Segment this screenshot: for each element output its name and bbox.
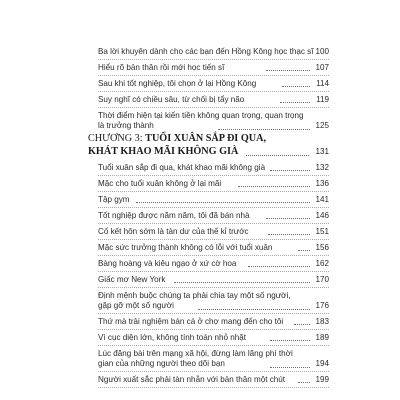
toc-entry [98, 63, 329, 73]
toc-entry-title: Lúc đăng bài trên mạng xã hội, đừng làm lãng phí thời gian của những người theo dõi bạn [98, 349, 293, 369]
toc-entry-page: 119 [316, 95, 329, 104]
toc-entry-page: 136 [315, 179, 329, 188]
toc-entry [98, 291, 329, 312]
row-divider [98, 387, 329, 388]
toc-entry-title: Ba lời khuyên dành cho các bạn đến Hồng Kông học thạc sĩ [98, 47, 314, 56]
toc-entry [98, 333, 329, 343]
leader-dots [246, 155, 309, 156]
toc-entry-title: Tuổi xuân sắp đi qua, khát khao mãi không già [98, 163, 266, 172]
row-divider [98, 175, 329, 176]
toc-entry-title: Người xuất sắc phải tàn nhẫn với bản thân một chút [98, 375, 286, 384]
row-divider [98, 107, 329, 108]
row-divider [98, 191, 329, 192]
toc-entry-title: Giấc mơ New York [98, 275, 166, 284]
toc-entry-page: 146 [315, 211, 329, 220]
toc-entry-page: 189 [315, 333, 329, 342]
toc-entry-page: 141 [315, 195, 329, 204]
row-divider [98, 371, 329, 372]
toc-entry-title: Cố kết hôn sớm là tàn dư của thế kỉ trước [98, 227, 249, 236]
toc-entry-title: Vì cục diện lớn, không tính toán nhỏ nhặt [98, 333, 246, 342]
row-divider [98, 223, 329, 224]
row-divider [98, 313, 329, 314]
row-divider [98, 59, 329, 60]
leader-dots [174, 282, 310, 283]
toc-entry-page: 194 [315, 359, 329, 369]
toc-entry-page: 156 [315, 243, 329, 252]
leader-dots [270, 340, 310, 341]
toc-entry [98, 95, 329, 105]
leader-dots [298, 250, 310, 251]
leader-dots [218, 129, 310, 130]
toc-entry [98, 47, 329, 57]
toc-entry [98, 317, 329, 327]
chapter-heading [88, 133, 331, 158]
chapter-number: CHƯƠNG 3: [88, 133, 143, 144]
row-divider [98, 345, 329, 346]
toc-entry-title: Suy nghĩ có chiều sâu, từ chối bị tẩy não [98, 95, 245, 104]
chapter-page: 131 [315, 146, 329, 156]
toc-entry-title: Tốt nghiệp được năm năm, tôi đã bán nhà [98, 211, 250, 220]
row-divider [98, 91, 329, 92]
toc-entry-title: Mặc sức trưởng thành không có lỗi với tuổi xuân [98, 243, 273, 252]
toc-entry [98, 243, 329, 253]
toc-entry-page: 114 [316, 79, 329, 88]
toc-entry-title: Sau khi tốt nghiệp, tôi chọn ở lại Hồng Kông [98, 79, 257, 88]
chapter-title-line1 [88, 133, 331, 146]
toc-entry-page: 151 [315, 227, 329, 236]
toc-entry-title: Tập gym [98, 195, 130, 204]
row-divider [98, 329, 329, 330]
chapter-title-line2: KHÁT KHAO MÃI KHÔNG GIÀ [88, 145, 239, 157]
leader-dots [266, 218, 310, 219]
toc-entry [98, 275, 329, 285]
toc-entry-page: 183 [315, 317, 329, 326]
toc-entry-page: 100 [315, 47, 329, 56]
toc-entry [98, 375, 329, 385]
toc-entry [98, 259, 329, 269]
toc-entry [98, 179, 329, 189]
toc-entry-title: Bàng hoàng và kiêu ngạo ở xứ cờ hoa [98, 259, 237, 268]
leader-dots [248, 266, 310, 267]
row-divider [98, 75, 329, 76]
toc-entry-page: 132 [315, 163, 329, 172]
leader-dots [270, 367, 310, 368]
row-divider [98, 287, 329, 288]
toc-entry-page: 162 [315, 259, 329, 268]
leader-dots [136, 202, 310, 203]
row-divider [98, 239, 329, 240]
leader-dots [270, 170, 310, 171]
toc-entry-title: Định mệnh buộc chúng ta phải chia tay một số người, gặp gỡ một số người [98, 291, 291, 311]
row-divider [98, 271, 329, 272]
toc-entry-page: 199 [315, 375, 329, 384]
toc-entry-page: 125 [315, 121, 329, 131]
toc-entry [98, 163, 329, 173]
leader-dots [268, 234, 310, 235]
toc-entry-page: 107 [315, 63, 329, 72]
leader-dots [298, 382, 310, 383]
toc-entry [98, 195, 329, 205]
chapter-name: TUỔI XUÂN SẮP ĐI QUA, [145, 133, 267, 144]
leader-dots [238, 186, 310, 187]
row-divider [98, 207, 329, 208]
leader-dots [280, 102, 310, 103]
toc-entry-page: 170 [315, 275, 329, 284]
leader-dots [294, 324, 310, 325]
toc-entry-title: Thời điểm hiện tại kiến tiền không quan trọng, quan trọng là trưởng thành [98, 111, 304, 131]
leader-dots [198, 309, 310, 310]
toc-entry [98, 349, 329, 370]
row-divider [98, 255, 329, 256]
toc-entry-title: Thứ mà trải nghiệm bán cá ở chợ mang đến cho tôi [98, 317, 284, 326]
toc-entry-title: Hiểu rõ bản thân rồi mới học tiến sĩ [98, 63, 225, 72]
toc-entry-page: 176 [315, 301, 329, 311]
toc-entry [98, 227, 329, 237]
toc-entry [98, 211, 329, 221]
toc-entry [98, 111, 329, 132]
leader-dots [266, 70, 310, 71]
toc-entry [98, 79, 329, 89]
leader-dots [282, 86, 310, 87]
toc-entry-title: Mặc cho tuổi xuân không ở lại mãi [98, 179, 222, 188]
